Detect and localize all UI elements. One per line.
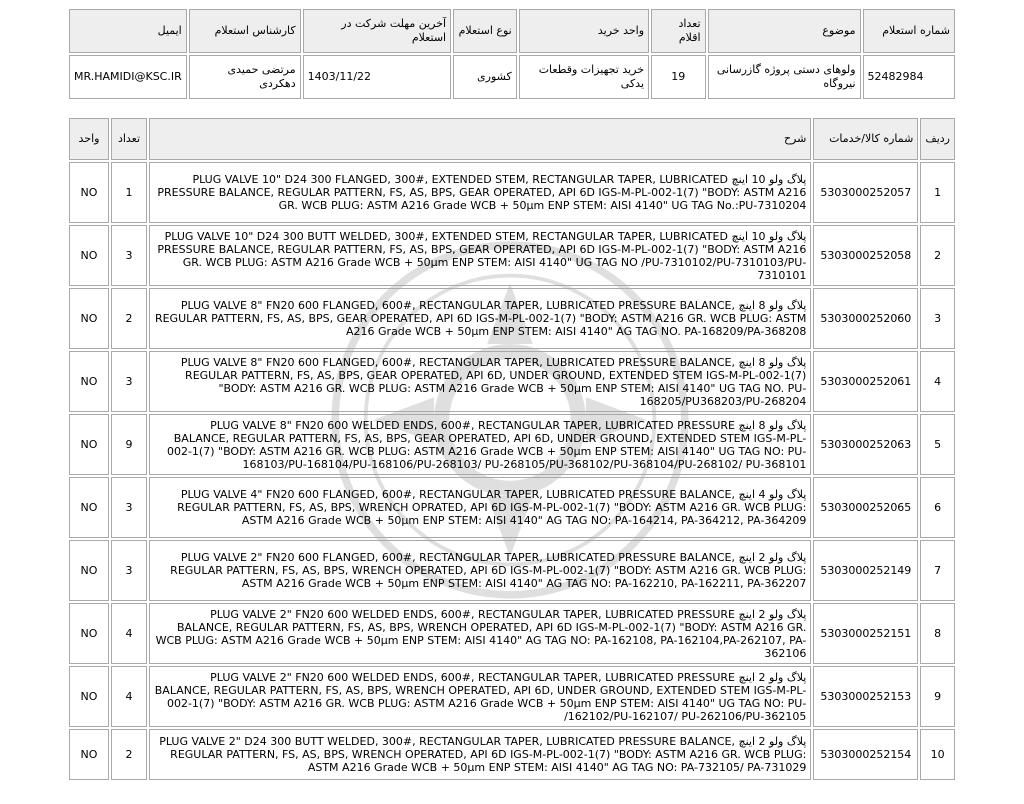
table-row — [69, 162, 955, 223]
item-quantity: 3 — [111, 351, 147, 412]
header-inquiry-type: نوع استعلام — [453, 9, 517, 53]
item-description: پلاگ ولو 10 اینچ PLUG VALVE 10" D24 300 FLANGED, 300#, EXTENDED STEM, RECTANGULAR TAPER, LUBRICATED PRESSURE BALANCE, REGULAR PATTERN, FS, AS, BPS, GEAR OPERATED, API 6D IGS-M-PL-002-1(7) "BODY: ASTM A216 GR. WCB PLUG: ASTM A216 Grade WCB + 50µm ENP STEM: AISI 4140" UG TAG No.:PU-7310204 — [149, 162, 811, 223]
header-unit: واحد — [69, 118, 109, 160]
item-quantity: 4 — [111, 603, 147, 664]
items-header-row — [69, 118, 955, 160]
item-quantity: 3 — [111, 477, 147, 538]
table-row — [69, 351, 955, 412]
row-number: 9 — [920, 666, 955, 727]
row-number: 2 — [920, 225, 955, 286]
header-quantity: تعداد — [111, 118, 147, 160]
info-value-row — [69, 55, 955, 99]
row-number: 1 — [920, 162, 955, 223]
table-row — [69, 414, 955, 475]
header-item-code: شماره کالا/خدمات — [813, 118, 918, 160]
header-row-no: ردیف — [920, 118, 955, 160]
header-deadline: آخرین مهلت شرکت در استعلام — [303, 9, 451, 53]
item-quantity: 2 — [111, 729, 147, 780]
item-description: پلاگ ولو 2 اینچ PLUG VALVE 2" FN20 600 WELDED ENDS, 600#, RECTANGULAR TAPER, LUBRICATED PRESSURE BALANCE, REGULAR PATTERN, FS, AS, BPS, WRENCH OPERATED, API 6D IGS-M-PL-002-1(7) "BODY: ASTM A216 GR. WCB PLUG: ASTM A216 Grade WCB + 50µm ENP STEM: AISI 4140" AG TAG NO: PA-162108, PA-162104,PA-262107, PA-362106 — [149, 603, 811, 664]
item-code: 5303000252149 — [813, 540, 918, 601]
item-description: پلاگ ولو 2 اینچ PLUG VALVE 2" FN20 600 WELDED ENDS, 600#, RECTANGULAR TAPER, LUBRICATED PRESSURE BALANCE, REGULAR PATTERN, FS, AS, BPS, WRENCH OPERATED, API 6D, UNDER GROUND, EXTENDED STEM IGS-M-PL-002-1(7) "BODY: ASTM A216 GR. WCB PLUG: ASTM A216 Grade WCB + 50µm ENP STEM: AISI 4140" UG TAG NO: PU-162102/PU-162107/ PU-262106/PU-362105/ — [149, 666, 811, 727]
table-row — [69, 603, 955, 664]
header-email: ایمیل — [69, 9, 187, 53]
inquiry-subject: ولوهای دستی پروژه گازرسانی نیروگاه — [708, 55, 861, 99]
row-number: 10 — [920, 729, 955, 780]
header-expert: کارشناس استعلام — [189, 9, 301, 53]
item-unit: NO — [69, 288, 109, 349]
item-description: پلاگ ولو 4 اینچ PLUG VALVE 4" FN20 600 FLANGED, 600#, RECTANGULAR TAPER, LUBRICATED PRESSURE BALANCE, REGULAR PATTERN, FS, AS, BPS, WRENCH OPRATED, API 6D IGS-M-PL-002-1(7) "BODY: ASTM A216 GR. WCB PLUG: ASTM A216 Grade WCB + 50µm ENP STEM: AISI 4140" AG TAG NO: PA-164214, PA-364212, PA-364209 — [149, 477, 811, 538]
header-inquiry-no: شماره استعلام — [863, 9, 955, 53]
item-quantity: 3 — [111, 225, 147, 286]
inquiry-item-count: 19 — [651, 55, 706, 99]
item-description: پلاگ ولو 10 اینچ PLUG VALVE 10" D24 300 BUTT WELDED, 300#, EXTENDED STEM, RECTANGULAR TAPER, LUBRICATED PRESSURE BALANCE, REGULAR PATTERN, FS, AS, BPS, GEAR OPERATED, API 6D IGS-M-PL-002-1(7) "BODY: ASTM A216 GR. WCB PLUG: ASTM A216 Grade WCB + 50µm ENP STEM: AISI 4140" UG TAG NO /PU-7310102/PU-7310103/PU-7310101 — [149, 225, 811, 286]
item-description: پلاگ ولو 2 اینچ PLUG VALVE 2" FN20 600 FLANGED, 600#, RECTANGULAR TAPER, LUBRICATED PRESSURE BALANCE, REGULAR PATTERN, FS, AS, BPS, WRENCH OPERATED, API 6D IGS-M-PL-002-1(7) "BODY: ASTM A216 GR. WCB PLUG: ASTM A216 Grade WCB + 50µm ENP STEM: AISI 4140" AG TAG NO: PA-162210, PA-162211, PA-362207 — [149, 540, 811, 601]
table-row — [69, 540, 955, 601]
item-unit: NO — [69, 162, 109, 223]
row-number: 6 — [920, 477, 955, 538]
item-quantity: 9 — [111, 414, 147, 475]
item-description: پلاگ ولو 2 اینچ PLUG VALVE 2" D24 300 BUTT WELDED, 300#, RECTANGULAR TAPER, LUBRICATED PRESSURE BALANCE, REGULAR PATTERN, FS, AS, BPS, WRENCH OPERATED, API 6D IGS-M-PL-002-1(7) "BODY: ASTM A216 GR. WCB PLUG: ASTM A216 Grade WCB + 50µm ENP STEM: AISI 4140" AG TAG NO: PA-732105/ PA-731029 — [149, 729, 811, 780]
inquiry-info-table — [67, 7, 957, 101]
row-number: 5 — [920, 414, 955, 475]
item-code: 5303000252065 — [813, 477, 918, 538]
item-code: 5303000252060 — [813, 288, 918, 349]
item-unit: NO — [69, 351, 109, 412]
items-table — [67, 116, 957, 782]
item-unit: NO — [69, 729, 109, 780]
item-unit: NO — [69, 414, 109, 475]
item-code: 5303000252154 — [813, 729, 918, 780]
item-unit: NO — [69, 540, 109, 601]
item-quantity: 1 — [111, 162, 147, 223]
row-number: 7 — [920, 540, 955, 601]
row-number: 3 — [920, 288, 955, 349]
item-code: 5303000252057 — [813, 162, 918, 223]
inquiry-purchase-unit: خرید تجهیزات وقطعات یدکی — [519, 55, 649, 99]
inquiry-number: 52482984 — [863, 55, 955, 99]
table-row — [69, 666, 955, 727]
inquiry-deadline: 1403/11/22 — [303, 55, 451, 99]
item-unit: NO — [69, 603, 109, 664]
item-unit: NO — [69, 666, 109, 727]
item-description: پلاگ ولو 8 اینچ PLUG VALVE 8" FN20 600 FLANGED, 600#, RECTANGULAR TAPER, LUBRICATED PRESSURE BALANCE, REGULAR PATTERN, FS, AS, BPS, GEAR OPERATED, API 6D IGS-M-PL-002-1(7) "BODY: ASTM A216 GR. WCB PLUG: ASTM A216 Grade WCB + 50µm ENP STEM: AISI 4140" AG TAG NO. PA-168209/PA-368208 — [149, 288, 811, 349]
item-quantity: 4 — [111, 666, 147, 727]
item-quantity: 2 — [111, 288, 147, 349]
item-description: پلاگ ولو 8 اینچ PLUG VALVE 8" FN20 600 WELDED ENDS, 600#, RECTANGULAR TAPER, LUBRICATED PRESSURE BALANCE, REGULAR PATTERN, FS, AS, BPS, GEAR OPERATED, API 6D, UNDER GROUND, EXTENDED STEM IGS-M-PL-002-1(7) "BODY: ASTM A216 GR. WCB PLUG: ASTM A216 Grade WCB + 50µm ENP STEM: AISI 4140" UG TAG NO: PU-168103/PU-168104/PU-168106/PU-268103/ PU-268105/PU-368102/PU-368104/PU-268102/ PU-368101 — [149, 414, 811, 475]
item-unit: NO — [69, 477, 109, 538]
info-header-row — [69, 9, 955, 53]
header-purchase-unit: واحد خرید — [519, 9, 649, 53]
item-code: 5303000252063 — [813, 414, 918, 475]
item-code: 5303000252061 — [813, 351, 918, 412]
table-row — [69, 477, 955, 538]
row-number: 8 — [920, 603, 955, 664]
inquiry-email: MR.HAMIDI@KSC.IR — [69, 55, 187, 99]
table-row — [69, 225, 955, 286]
table-row — [69, 288, 955, 349]
item-code: 5303000252153 — [813, 666, 918, 727]
inquiry-expert: مرتضی حمیدی دهکردی — [189, 55, 301, 99]
header-item-count: تعداد اقلام — [651, 9, 706, 53]
item-description: پلاگ ولو 8 اینچ PLUG VALVE 8" FN20 600 FLANGED, 600#, RECTANGULAR TAPER, LUBRICATED PRESSURE BALANCE, REGULAR PATTERN, FS, AS, BPS, GEAR OPERATED, API 6D, UNDER GROUND, EXTENDED STEM IGS-M-PL-002-1(7) "BODY: ASTM A216 GR. WCB PLUG: ASTM A216 Grade WCB + 50µm ENP STEM: AISI 4140" UG TAG NO. PU-168205/PU368203/PU-268204 — [149, 351, 811, 412]
inquiry-type: کشوری — [453, 55, 517, 99]
item-code: 5303000252058 — [813, 225, 918, 286]
table-row — [69, 729, 955, 780]
row-number: 4 — [920, 351, 955, 412]
item-unit: NO — [69, 225, 109, 286]
header-subject: موضوع — [708, 9, 861, 53]
header-description: شرح — [149, 118, 811, 160]
item-quantity: 3 — [111, 540, 147, 601]
item-code: 5303000252151 — [813, 603, 918, 664]
